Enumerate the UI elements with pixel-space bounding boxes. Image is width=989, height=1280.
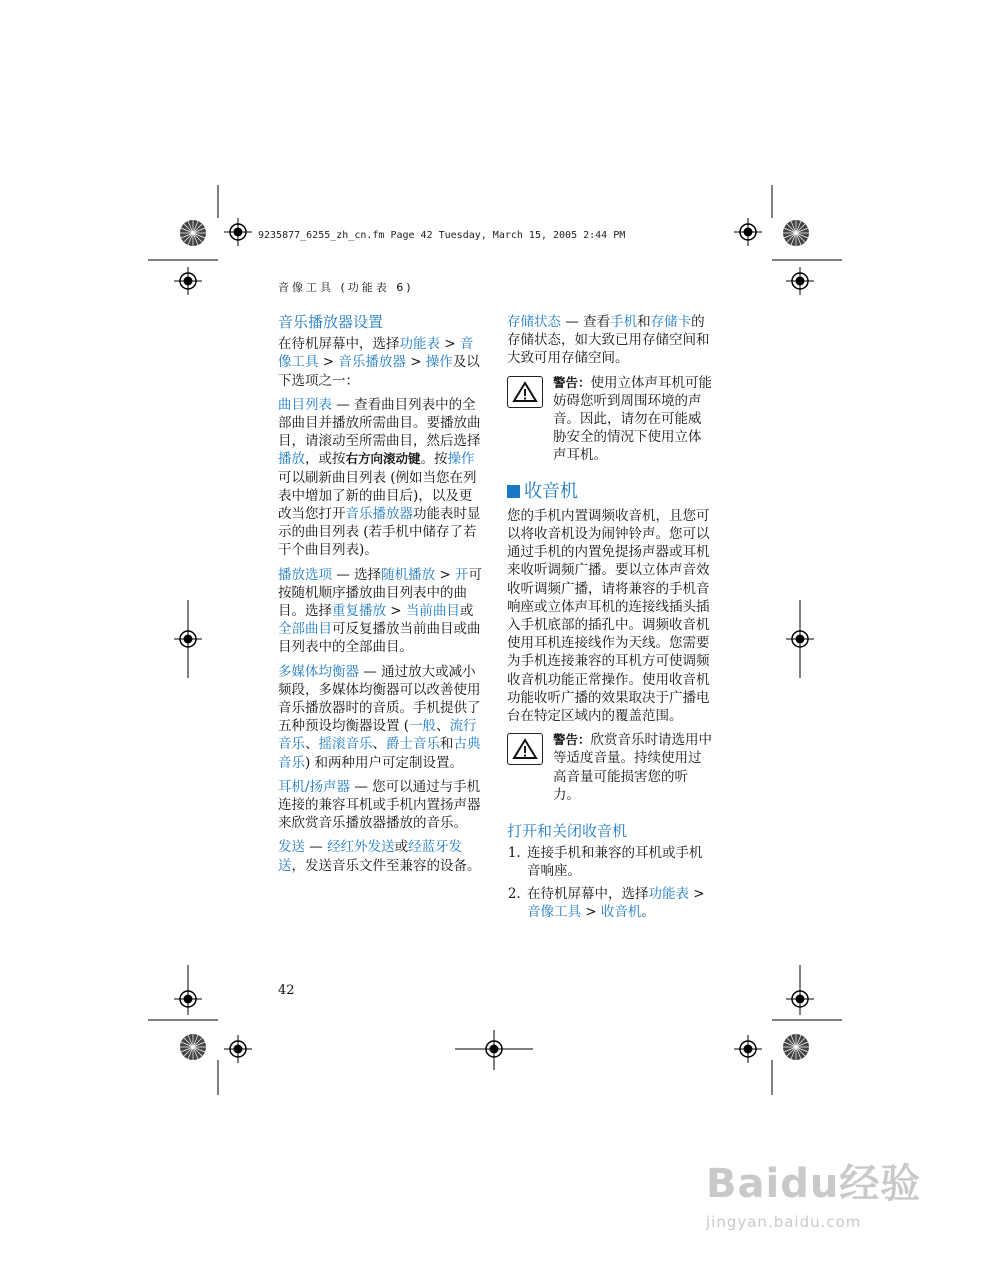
track-list-paragraph [278,396,483,560]
text: > [435,566,455,583]
section-heading-music-player-settings: 音乐播放器设置 [278,313,384,331]
text: 或 [394,839,409,856]
text: 和 [637,314,651,330]
music-player-term: 音乐播放器 [345,506,413,523]
headset-paragraph [278,778,483,833]
subheading-toggle-radio: 打开和关闭收音机 [507,822,628,841]
equalizer-paragraph [278,663,483,772]
text: 和 [440,736,454,753]
via-bluetooth-term: 经蓝牙发送 [278,839,463,874]
text: > [318,354,339,371]
text: — 选择 [332,566,382,583]
normal-term: 一般 [409,718,437,735]
headset-speaker-term: 耳机/扬声器 [278,778,351,795]
warning-icon [507,733,543,765]
list-item [525,885,712,921]
text: 在待机屏幕中，选择 [278,336,400,353]
jazz-term: 爵士音乐 [386,736,440,753]
text: 或 [459,603,474,620]
menu-link: 功能表 [648,885,689,902]
text: > [581,903,601,920]
current-track-term: 当前曲目 [405,603,460,620]
text: 、 [436,718,450,735]
warning-block-stereo [507,374,712,465]
media-tools-link: 音像工具 [527,903,581,920]
text: 。按 [420,451,448,468]
play-term: 播放 [278,451,305,468]
all-tracks-term: 全部曲目 [278,621,332,638]
text: 、 [305,736,319,753]
text: 欣赏音乐时请选用中等适度音量。持续使用过高音量可能损害您的听力。 [553,732,713,803]
text: 。 [641,903,655,920]
text: > [405,354,426,371]
text: 连接手机和兼容的耳机或手机音响座。 [527,845,703,880]
text: — 通过放大或减小频段，多媒体均衡器可以改善使用音乐播放器时的音质。手机提供了五种预设均衡器设置 ( [278,663,481,735]
text: — 查看曲目列表中的全部曲目并播放所需曲目。要播放曲目，请滚动至所需曲目，然后选择 [278,396,481,450]
text: ，或按 [305,451,346,468]
section-title-text: 收音机 [524,480,578,502]
on-term: 开 [455,566,469,583]
text: ) 和两种用户可定制设置。 [305,754,464,771]
send-paragraph [278,838,483,874]
memory-card-term: 存储卡 [650,314,692,330]
left-column [278,313,483,881]
watermark [706,1152,921,1231]
text: — 您可以通过与手机连接的兼容耳机或手机内置扬声器来欣赏音乐播放器播放的音乐。 [278,778,481,832]
send-term: 发送 [278,839,305,856]
rock-term: 摇滚音乐 [318,736,373,753]
text: > [689,885,705,902]
music-player-link: 音乐播放器 [338,354,406,371]
options-link: 操作 [425,354,453,371]
text: — [305,839,328,856]
repeat-term: 重复播放 [332,603,386,620]
right-column [507,313,712,925]
list-item [525,844,712,880]
warning-label: 警告： [553,732,591,748]
classical-term: 古典音乐 [278,736,481,771]
options-term: 操作 [447,451,475,468]
text: — 查看 [561,314,611,330]
print-header: 9235877_6255_zh_cn.fm Page 42 Tuesday, March 15, 2005 2:44 PM [258,230,626,241]
phone-term: 手机 [610,314,638,330]
watermark-url: jingyan.baidu.com [706,1213,862,1231]
via-ir-term: 经红外发送 [327,839,395,856]
text: 可反复播放当前曲目或曲目列表中的全部曲目。 [278,621,481,656]
scroll-key-term: 右方向滚动键 [345,451,421,467]
play-options-term: 播放选项 [278,566,332,583]
page-number: 42 [278,983,295,998]
play-options-paragraph [278,566,483,657]
warning-icon [507,376,543,408]
pop-term: 流行音乐 [278,718,477,753]
equalizer-term: 多媒体均衡器 [278,663,359,680]
text: 的存储状态，如大致已用存储空间和大致可用存储空间。 [507,314,710,367]
text: 在待机屏幕中，选择 [527,885,649,902]
text: 及以下选项之一： [278,354,480,389]
memory-status-paragraph [507,313,712,368]
menu-link: 功能表 [399,336,440,353]
warning-block-volume [507,731,712,804]
radio-link: 收音机 [600,903,642,920]
text: > [386,603,406,620]
warning-text [553,374,712,465]
text: 使用立体声耳机可能妨碍您听到周围环境的声音。因此，请勿在可能威胁安全的情况下使用立体声耳机。 [553,374,713,464]
media-tools-link: 音像工具 [278,336,474,371]
radio-body-paragraph: 您的手机内置调频收音机，且您可以将收音机设为闹钟铃声。您可以通过手机的内置免提扬声器或耳机来收听调频广播。要以立体声音效收听调频广播，请将兼容的手机音响座或立体声耳机的连接线插头插入手机底部的插孔中。调频收音机使用耳机连接线作为天线。您需要为手机连接兼容的耳机方可使调频收音机功能正常操作。使用收音机功能收听广播的效果取决于广播电台在特定区域内的覆盖范围。 [507,507,710,725]
warning-text [553,731,712,804]
shuffle-term: 随机播放 [381,566,436,583]
square-bullet-icon [507,485,520,498]
warning-label: 警告： [553,374,591,390]
intro-paragraph [278,335,483,390]
text: ，发送音乐文件至兼容的设备。 [291,857,481,874]
memory-status-term: 存储状态 [507,314,561,330]
text: 可按随机顺序播放曲目列表中的曲目。选择 [278,566,482,620]
section-title-radio [507,480,712,502]
track-list-term: 曲目列表 [278,396,332,413]
text: 功能表时显示的曲目列表 (若手机中储存了若干个曲目列表)。 [278,506,481,559]
text: 可以刷新曲目列表 (例如当您在列表中增加了新的曲目后)，以及更改当您打开 [278,469,477,523]
running-head: 音像工具 (功能表 6) [278,281,414,294]
text: > [440,336,460,353]
text: 、 [372,736,386,753]
watermark-brand: Baidu经验 [706,1161,922,1207]
steps-list [507,844,712,921]
